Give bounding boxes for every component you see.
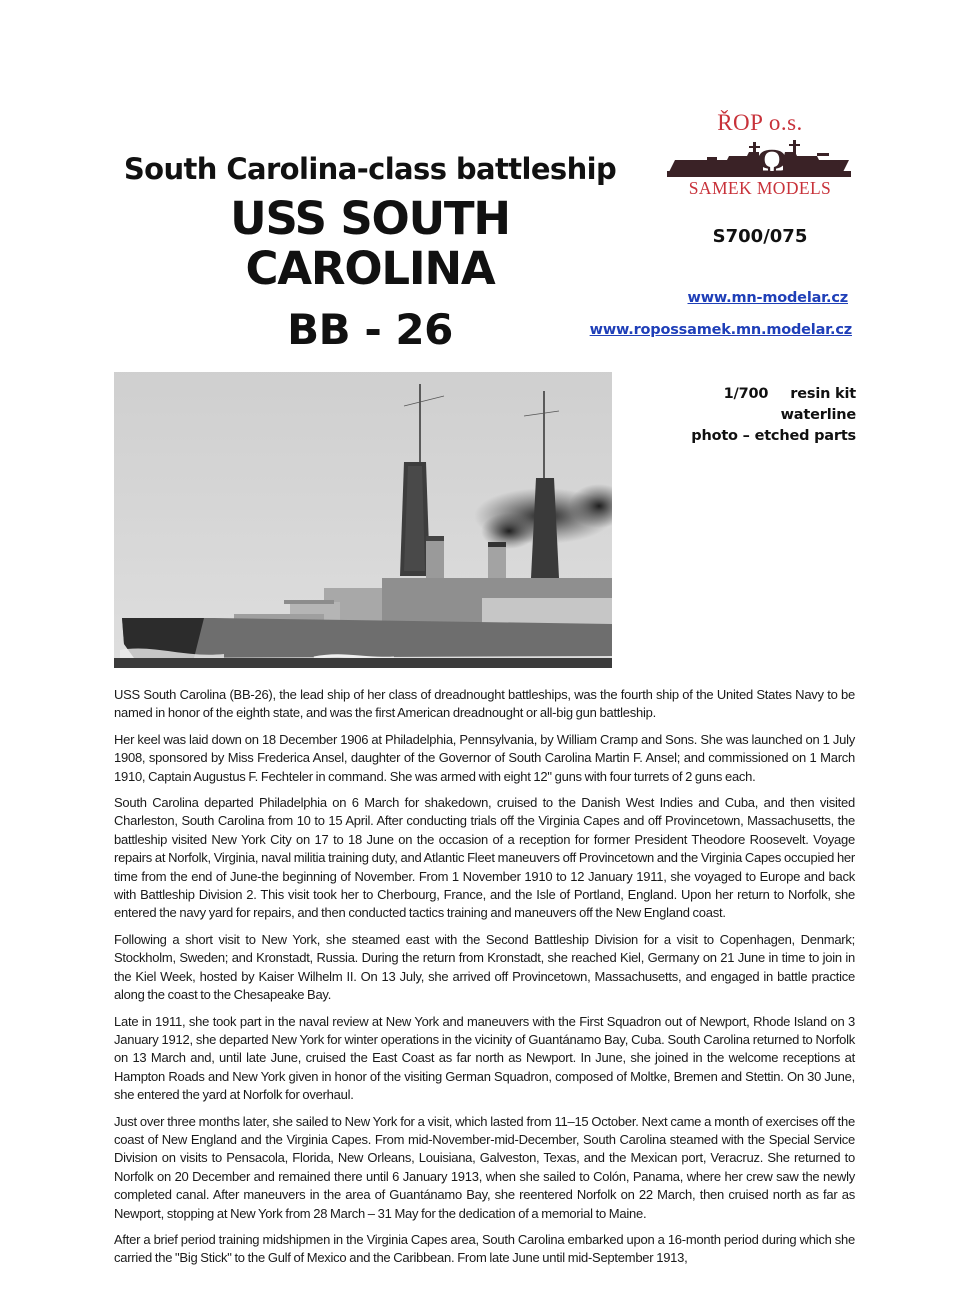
- battleship-photo-image: [114, 366, 612, 668]
- specs-line-3: photo – etched parts: [691, 428, 856, 444]
- catalog-number: S700/075: [712, 226, 808, 247]
- paragraph: South Carolina departed Philadelphia on 6 March for shakedown, cruised to the Danish West Indies and Cuba, and then visited Charleston, South Carolina from 10 to 15 April. After conducting trials off the Virginia Capes and off Provincetown, Massachusetts, the battleship visited New York City on 17 to 18 June on the occasion of a reception for former President Theodore Roosevelt. Voyage repairs at Norfolk, Virginia, naval militia training duty, and Atlantic Fleet maneuvers off Provincetown and the Virginia Capes occupied her time from the end of June-the beginning of November. From 1 November 1910 to 12 January 1911, she voyaged to Europe and back with Battleship Division 2. This visit took her to Cherbourg, France, and the Isle of Portland, England. Upon her return to Norfolk, she entered the navy yard for repairs, and then conducted tactics training and maneuvers off the New England coast.: [114, 795, 855, 921]
- link-ropossamek[interactable]: www.ropossamek.mn.modelar.cz: [589, 322, 852, 338]
- kit-type-label: resin kit: [790, 386, 856, 402]
- specs-line-1: [691, 384, 856, 405]
- paragraph: USS South Carolina (BB-26), the lead ship of her class of dreadnought battleships, was the fourth ship of the United States Navy to be named in honor of the eighth state, and was the first American dreadnought or all-big gun battleship.: [114, 687, 855, 721]
- hull-number: BB - 26: [287, 305, 453, 354]
- paragraph: After a brief period training midshipmen in the Virginia Capes area, South Carolina embarked upon a 16-month period during which she carried the "Big Stick" to the Gulf of Mexico and the Caribbean. From late June until mid-September 1913,: [114, 1231, 855, 1266]
- link-mn-modelar[interactable]: www.mn-modelar.cz: [687, 290, 848, 306]
- specs-line-2: waterline: [780, 407, 856, 423]
- paragraph: Her keel was laid down on 18 December 1906 at Philadelphia, Pennsylvania, by William Cramp and Sons. She was launched on 1 July 1908, sponsored by Miss Frederica Ansel, daughter of the Governor of South Carolina Martin F. Ansel; and commissioned on 1 March 1910, Captain Augustus F. Fechteler in command. She was armed with eight 12" guns with four turrets of 2 guns each.: [114, 731, 855, 784]
- history-text: [114, 686, 855, 1276]
- logo-top-text: ŘOP o.s.: [717, 110, 803, 135]
- kit-specs: [691, 384, 856, 447]
- paragraph: Following a short visit to New York, she steamed east with the Second Battleship Division for a visit to Copenhagen, Denmark; Stockholm, Sweden; and Kronstadt, Russia. During the return from Kronstadt, she reached Kiel, Germany on 21 June in time to join in the Kiel Week, hosted by Kaiser Wilhelm II. On 13 July, she arrived off Provincetown, Massachusetts, and engaged in battle practice along the coast to the Chesapeake Bay.: [114, 931, 855, 1003]
- ship-omega-icon: [667, 138, 853, 180]
- paragraph: Just over three months later, she sailed to New York for a visit, which lasted from 11–15 October. Next came a month of exercises off the coast of New England and the Virginia Capes. From mid-November-mid-December, South Carolina steamed with the Special Service Division on visits to Pensacola, Florida, New Orleans, Louisiana, Galveston, Texas, and the Mexican port, Veracruz. She returned to Norfolk on 20 December and remained there until 6 January 1913, when she sailed to Colón, Panama, where her crew saw the newly completed canal. After maneuvers in the area of Guantánamo Bay, she reentered Norfolk on 22 March, then cruised north as far as Newport, stopping at New York from 28 March – 31 May for the dedication of a memorial to Maine.: [114, 1113, 855, 1221]
- title-block: [100, 150, 640, 354]
- ship-name-title: USS SOUTH CAROLINA: [230, 192, 510, 295]
- ship-class-subtitle: South Carolina-class battleship: [123, 152, 617, 186]
- samek-models-logo: [660, 110, 860, 199]
- scale-label: 1/700: [723, 386, 769, 402]
- battleship-photo: [114, 366, 612, 668]
- svg-text:Ω: Ω: [756, 142, 788, 180]
- paragraph: Late in 1911, she took part in the naval review at New York and maneuvers with the First Squadron out of Newport, Rhode Island on 3 January 1912, she departed New York for winter operations in the vicinity of Guantánamo Bay, Cuba. South Carolina returned to Norfolk on 13 March and, until late June, cruised the East Coast as far north as Newport. In June, she joined in the welcome receptions at Hampton Roads and New York given in honor of the visiting German Squadron, composed of Moltke, Bremen and Stettin. On 30 June, she entered the yard at Norfolk for overhaul.: [114, 1013, 855, 1103]
- logo-bottom-text: SAMEK MODELS: [688, 178, 832, 198]
